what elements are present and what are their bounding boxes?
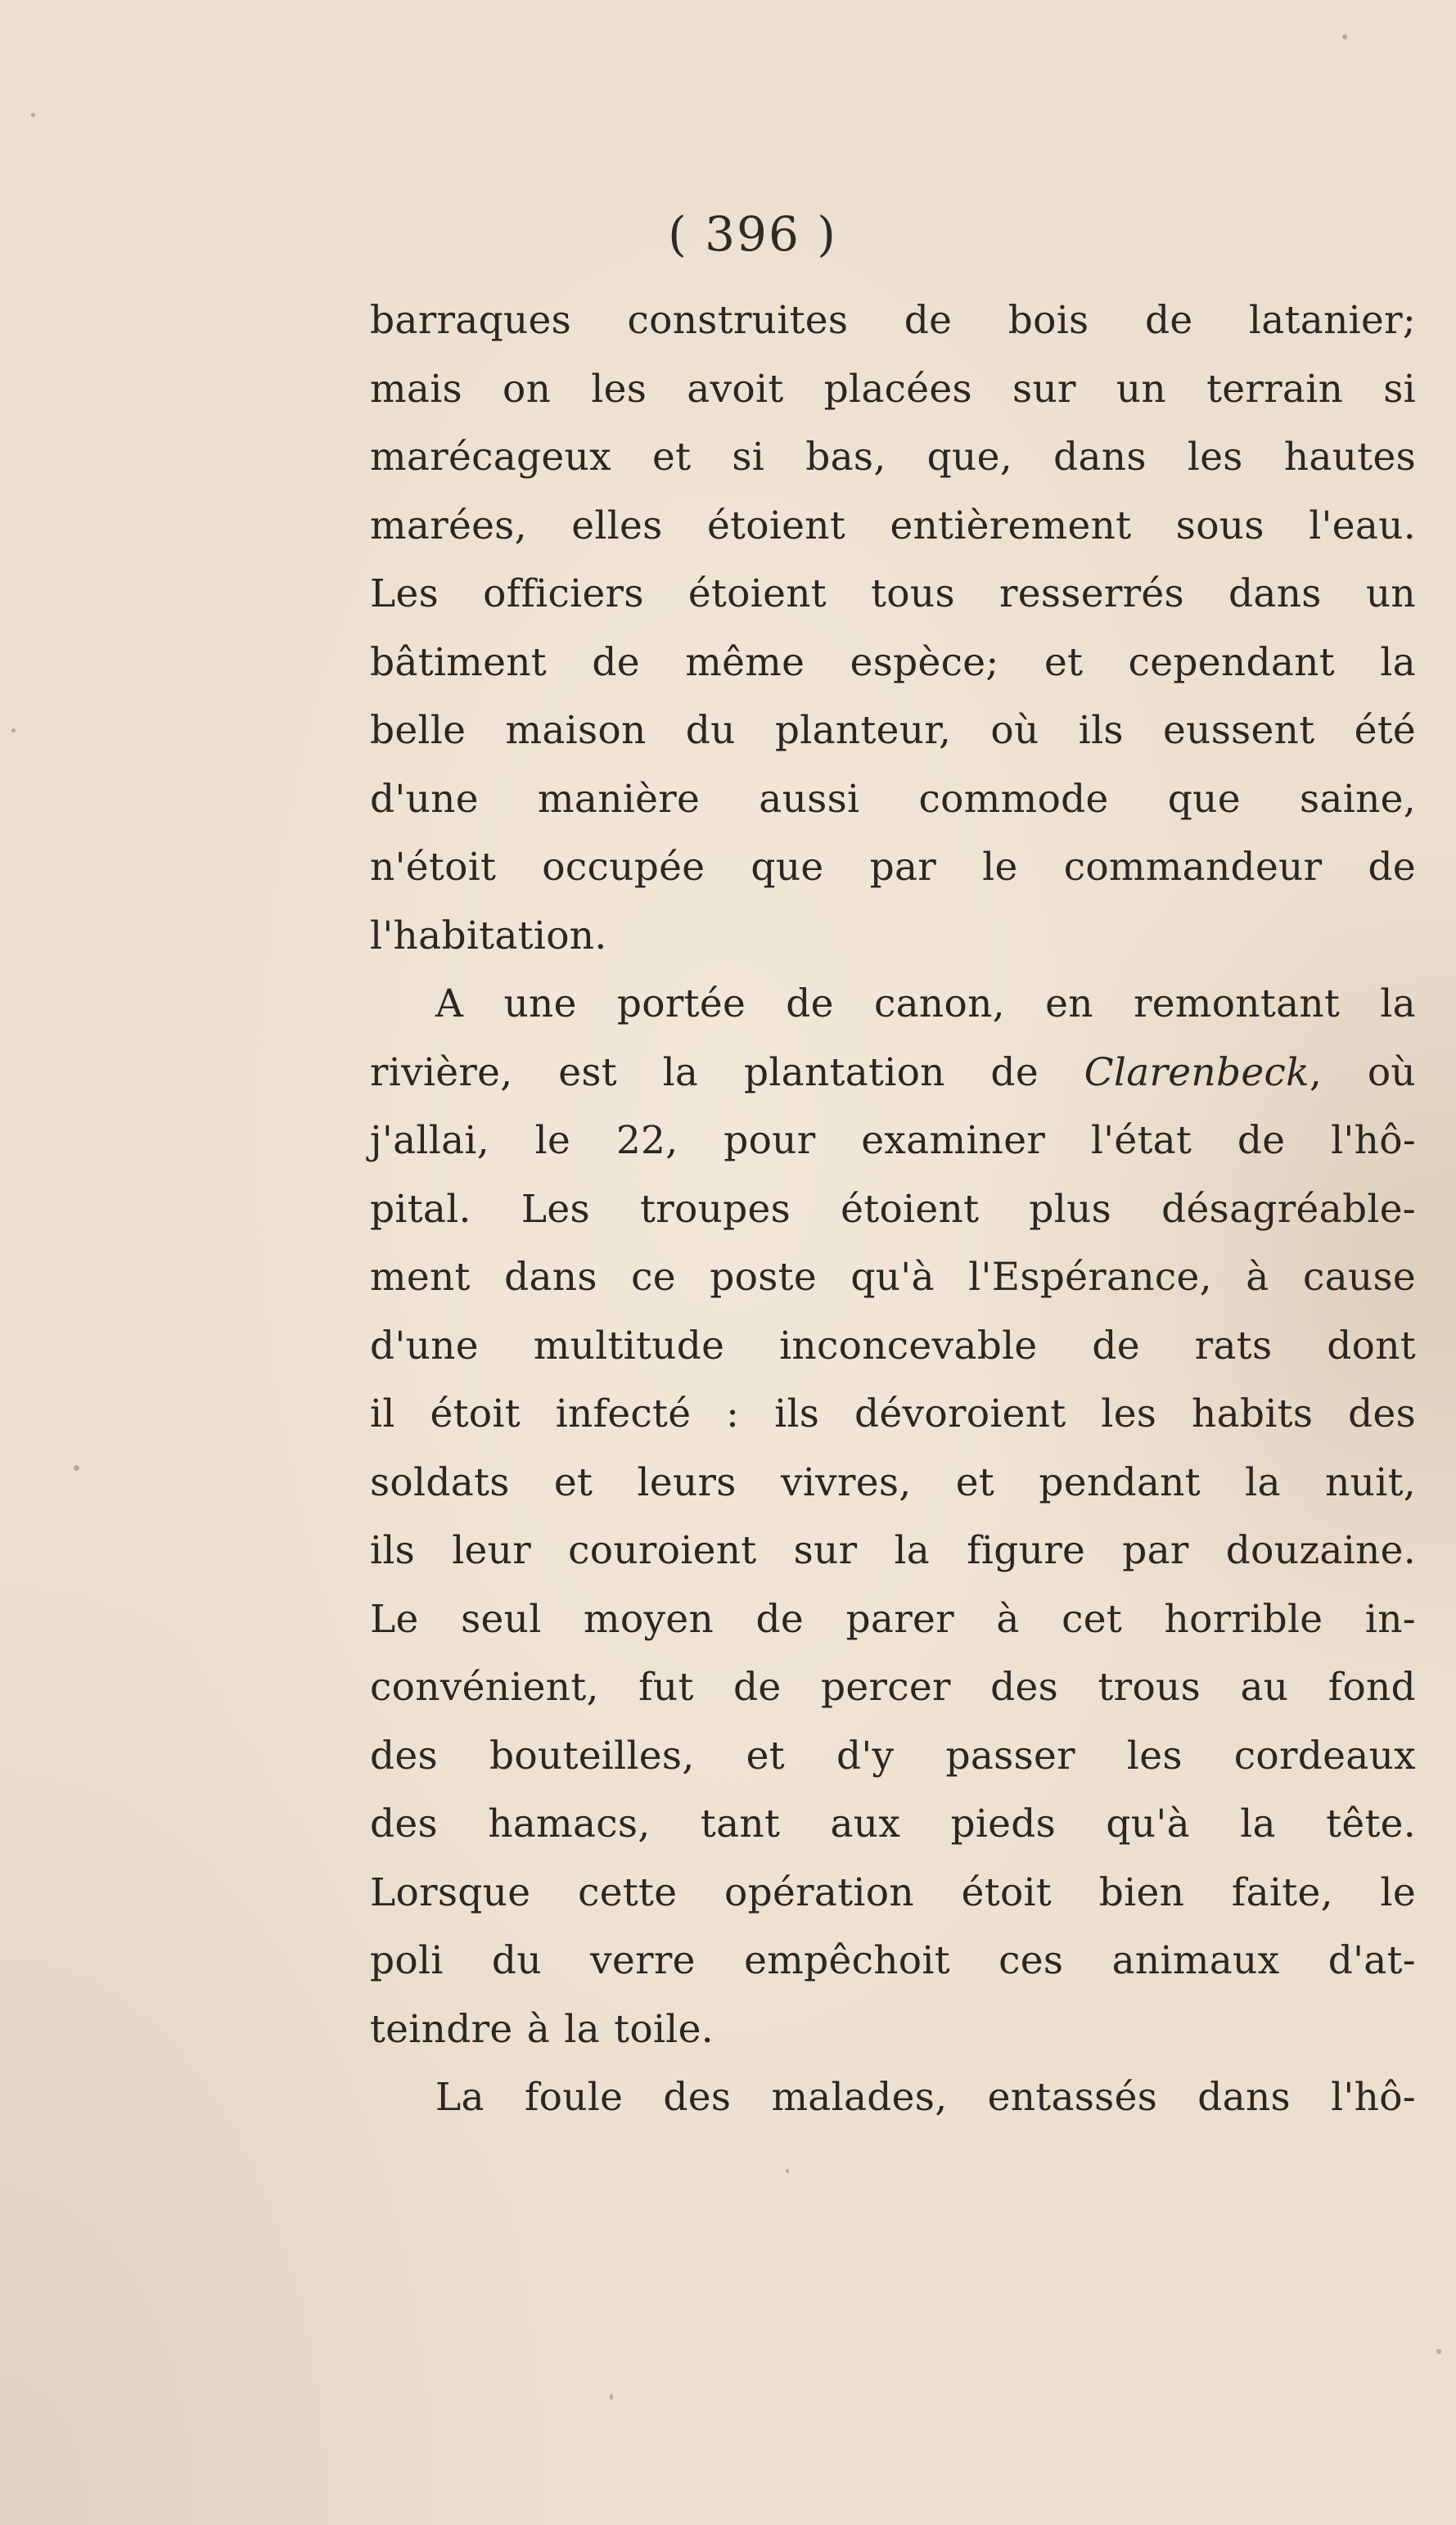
- body-text: [370, 286, 1416, 2132]
- text-line: des bouteilles, et d'y passer les cordeaux: [370, 1733, 1416, 1779]
- text-line: marées, elles étoient entièrement sous l'eau.: [370, 503, 1416, 548]
- paper-speck: [11, 728, 16, 733]
- text-line-with-italic: [370, 1039, 1416, 1107]
- text-line: il étoit infecté : ils dévoroient les habits des: [370, 1391, 1416, 1436]
- text-line: Le seul moyen de parer à cet horrible in-: [370, 1596, 1416, 1642]
- text-line: n'étoit occupée que par le commandeur de: [370, 845, 1416, 890]
- paper-speck: [31, 113, 35, 117]
- paper-speck: [1342, 34, 1347, 39]
- text-line: d'une manière aussi commode que saine,: [370, 776, 1416, 822]
- text-line: Lorsque cette opération étoit bien faite, le: [370, 1869, 1416, 1915]
- text-line: soldats et leurs vivres, et pendant la nuit,: [370, 1459, 1416, 1505]
- text-line: d'une multitude inconcevable de rats dont: [370, 1323, 1416, 1368]
- text-line: l'habitation.: [370, 913, 607, 958]
- text-line: pital. Les troupes étoient plus désagréable-: [370, 1186, 1416, 1232]
- text-line: teindre à la toile.: [370, 2006, 714, 2052]
- text-line: barraques construites de bois de latanier;: [370, 298, 1416, 343]
- paper-speck: [610, 2394, 613, 2400]
- text-line: belle maison du planteur, où ils eussent été: [370, 708, 1416, 753]
- italic-place-name: Clarenbeck: [1084, 1049, 1309, 1095]
- text-line: marécageux et si bas, que, dans les hautes: [370, 435, 1416, 480]
- text-line: poli du verre empêchoit ces animaux d'at-: [370, 1938, 1416, 1983]
- text-line: convénient, fut de percer des trous au fond: [370, 1665, 1416, 1710]
- text-segment: , où: [1309, 1049, 1416, 1095]
- text-line: bâtiment de même espèce; et cependant la: [370, 639, 1416, 685]
- paper-speck: [1436, 2349, 1441, 2354]
- text-line: ment dans ce poste qu'à l'Espérance, à cause: [370, 1255, 1416, 1300]
- paper-speck: [74, 1465, 79, 1471]
- text-line: ils leur couroient sur la figure par douzaine.: [370, 1528, 1416, 1573]
- text-line: des hamacs, tant aux pieds qu'à la tête.: [370, 1801, 1416, 1846]
- text-line: j'allai, le 22, pour examiner l'état de l'hô-: [370, 1118, 1416, 1163]
- text-line: A une portée de canon, en remontant la: [435, 981, 1416, 1026]
- text-line: La foule des malades, entassés dans l'hô-: [435, 2075, 1416, 2120]
- paper-speck: [786, 2169, 789, 2173]
- text-line: Les officiers étoient tous resserrés dans un: [370, 571, 1416, 616]
- text-segment: rivière, est la plantation de: [370, 1049, 1084, 1095]
- text-line: mais on les avoit placées sur un terrain si: [370, 366, 1416, 412]
- page-number: ( 396 ): [668, 206, 837, 262]
